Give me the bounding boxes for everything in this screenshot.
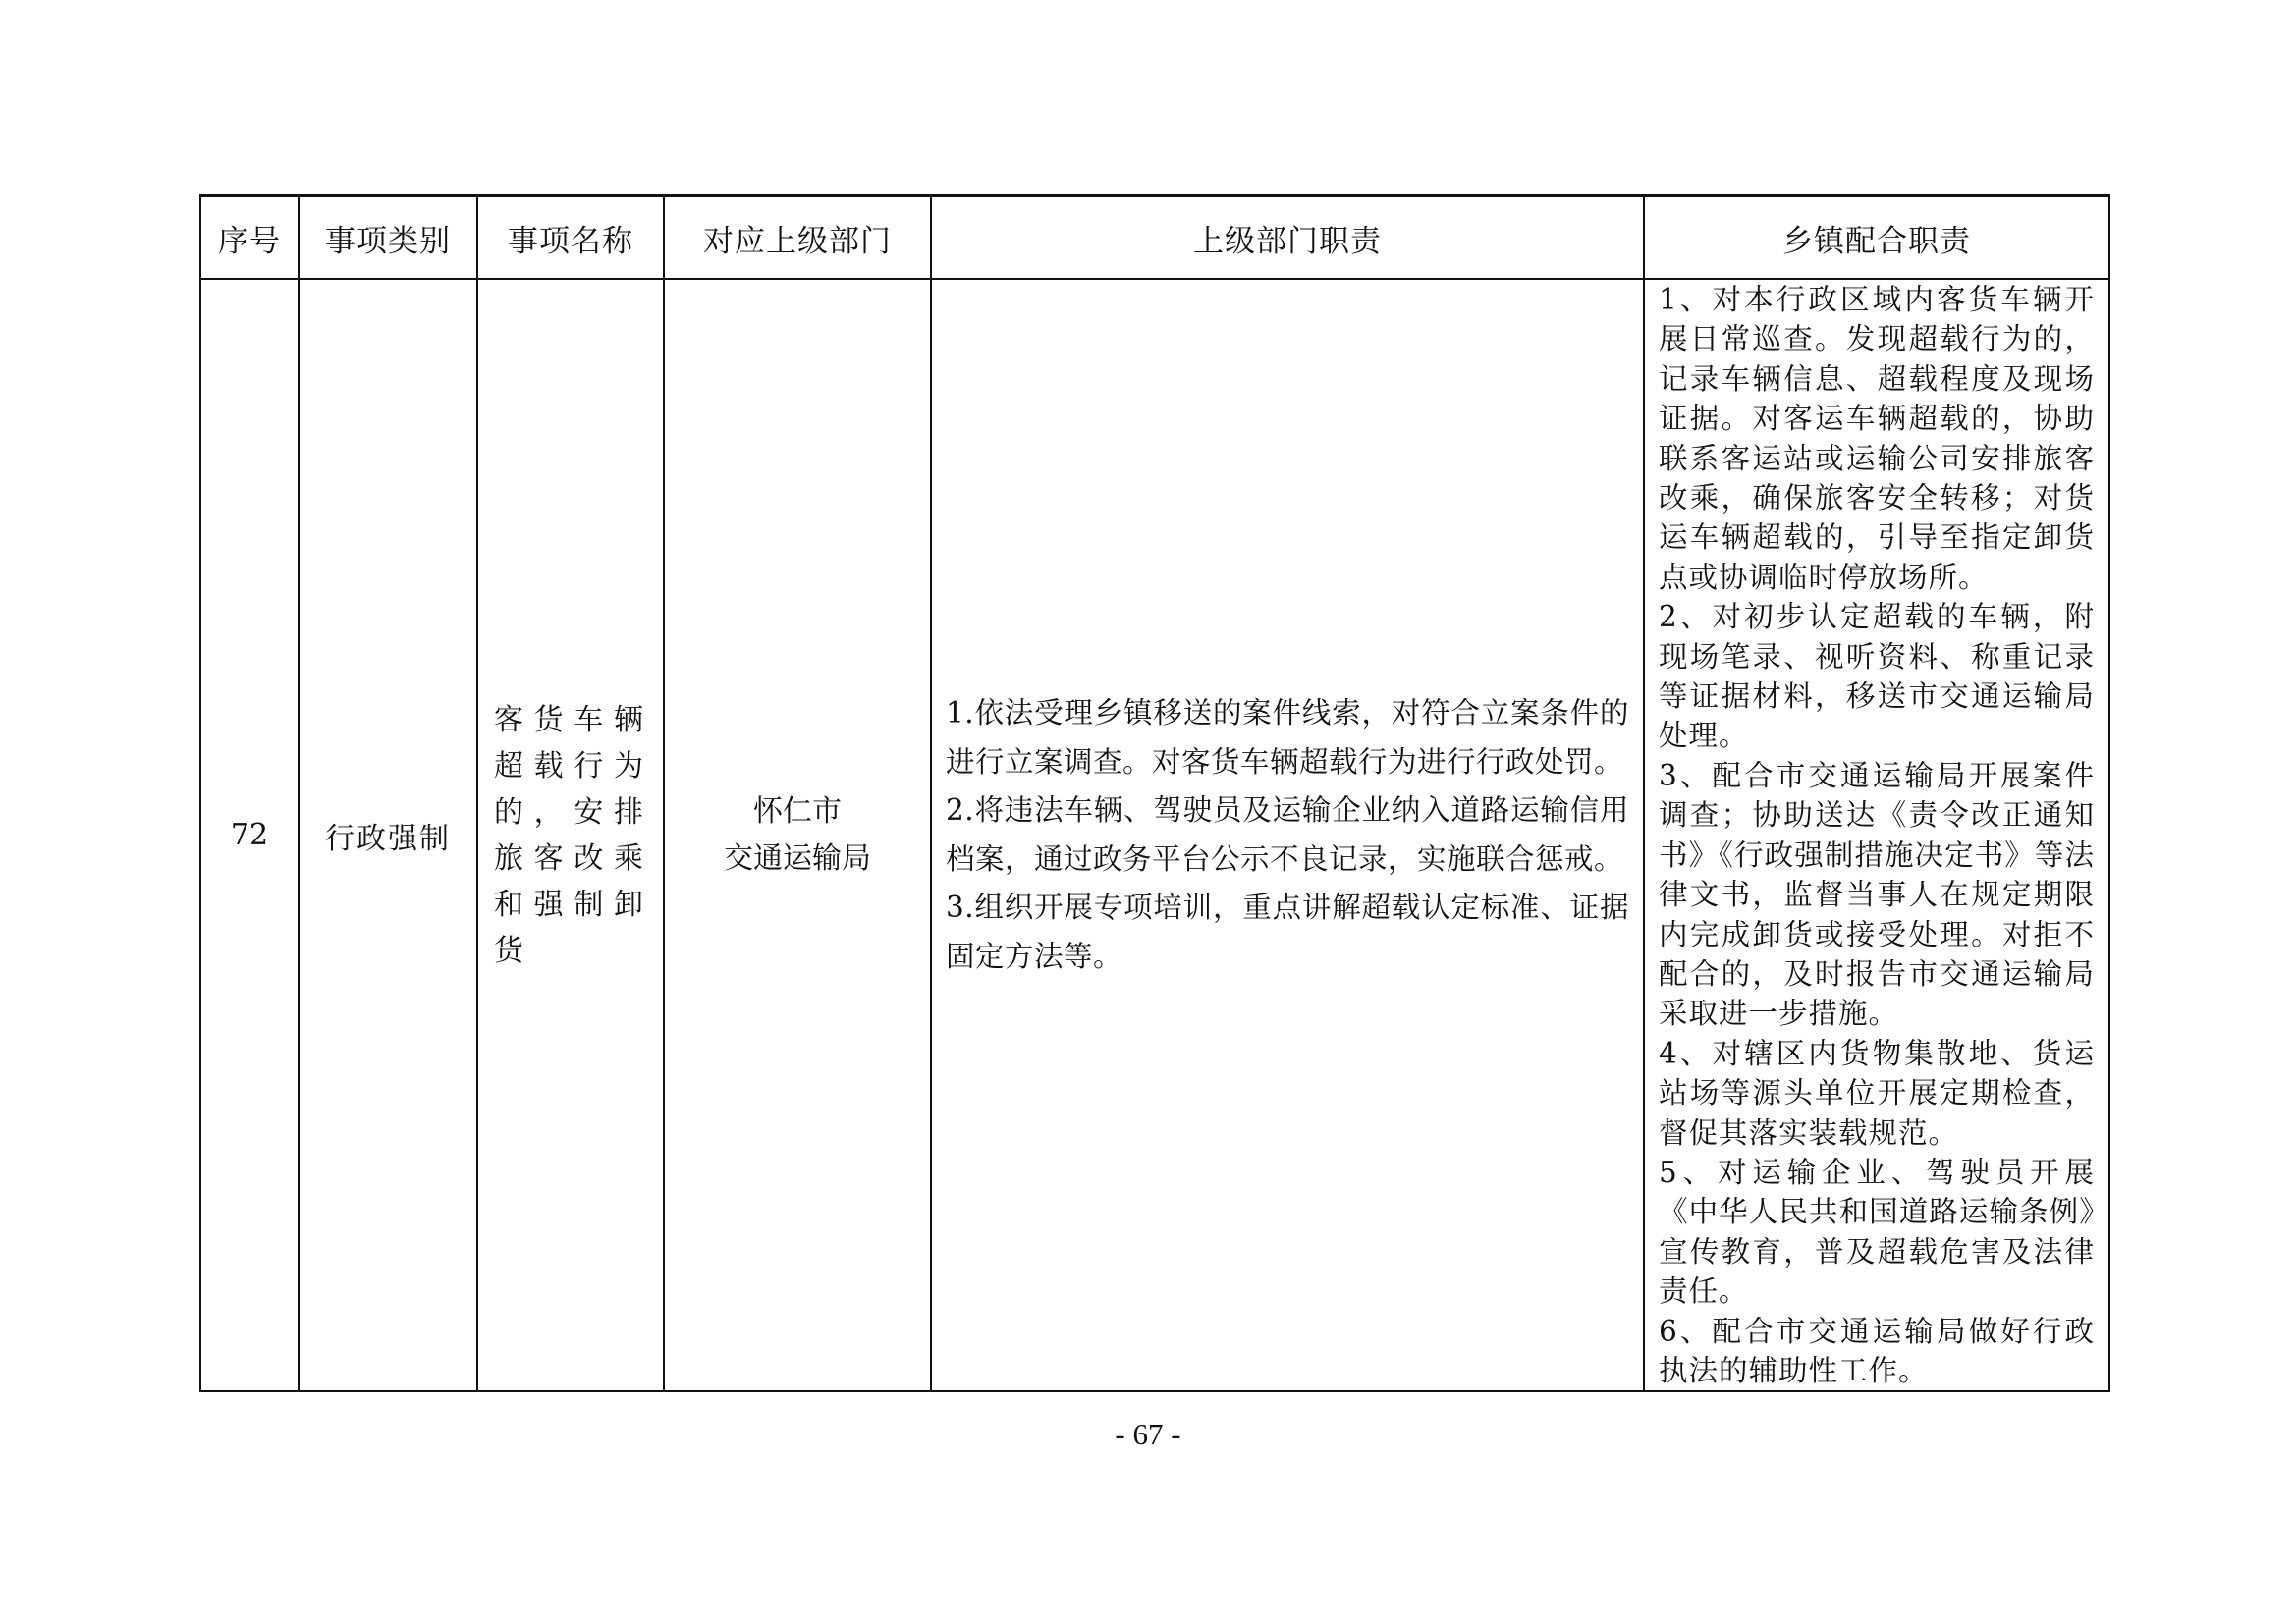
- cell-no: 72: [200, 279, 299, 1391]
- header-category: 事项类别: [299, 196, 477, 280]
- dept-duty-item-2: 2.将违法车辆、驾驶员及运输企业纳入道路运输信用档案，通过政务平台公示不良记录，实施联合惩戒。: [946, 793, 1629, 876]
- duty-table: [199, 194, 2110, 1392]
- cell-dept: [664, 279, 931, 1391]
- header-no: 序号: [200, 196, 299, 280]
- cell-category: 行政强制: [299, 279, 477, 1391]
- cell-dept-duty: [931, 279, 1644, 1391]
- town-duty-item-2: 2、对初步认定超载的车辆，附现场笔录、视听资料、称重记录等证据材料，移送市交通运输局处理。: [1659, 600, 2095, 753]
- town-duty-item-3: 3、配合市交通运输局开展案件调查；协助送达《责令改正通知书》《行政强制措施决定书》等法律文书，监督当事人在规定期限内完成卸货或接受处理。对拒不配合的，及时报告市交通运输局采取进一步措施。: [1659, 758, 2095, 1031]
- header-dept-duty: 上级部门职责: [931, 196, 1644, 280]
- dept-duty-item-3: 3.组织开展专项培训，重点讲解超载认定标准、证据固定方法等。: [946, 891, 1629, 973]
- page-number: - 67 -: [1115, 1417, 1181, 1451]
- town-duty-item-4: 4、对辖区内货物集散地、货运站场等源头单位开展定期检查，督促其落实装载规范。: [1659, 1036, 2095, 1150]
- table-header-row: [200, 196, 2109, 280]
- town-duty-item-5: 5、对运输企业、驾驶员开展《中华人民共和国道路运输条例》宣传教育，普及超载危害及法律责任。: [1659, 1155, 2095, 1309]
- dept-line-2: 交通运输局: [724, 840, 871, 876]
- table-row: [200, 279, 2109, 1391]
- header-town-duty: 乡镇配合职责: [1644, 196, 2109, 280]
- cell-town-duty: [1644, 279, 2109, 1391]
- dept-line-1: 怀仁市: [753, 793, 842, 829]
- town-duty-item-6: 6、配合市交通运输局做好行政执法的辅助性工作。: [1659, 1314, 2095, 1387]
- header-dept: 对应上级部门: [664, 196, 931, 280]
- header-name: 事项名称: [477, 196, 664, 280]
- item-name-text: 客货车辆超载行为的，安排旅客改乘和强制卸货: [494, 702, 647, 968]
- cell-name: [477, 279, 664, 1391]
- town-duty-item-1: 1、对本行政区域内客货车辆开展日常巡查。发现超载行为的，记录车辆信息、超载程度及现场证据。对客运车辆超载的，协助联系客运站或运输公司安排旅客改乘，确保旅客安全转移；对货运车辆超载的，引导至指定卸货点或协调临时停放场所。: [1659, 283, 2095, 594]
- dept-duty-item-1: 1.依法受理乡镇移送的案件线索，对符合立案条件的进行立案调查。对客货车辆超载行为进行行政处罚。: [946, 696, 1629, 779]
